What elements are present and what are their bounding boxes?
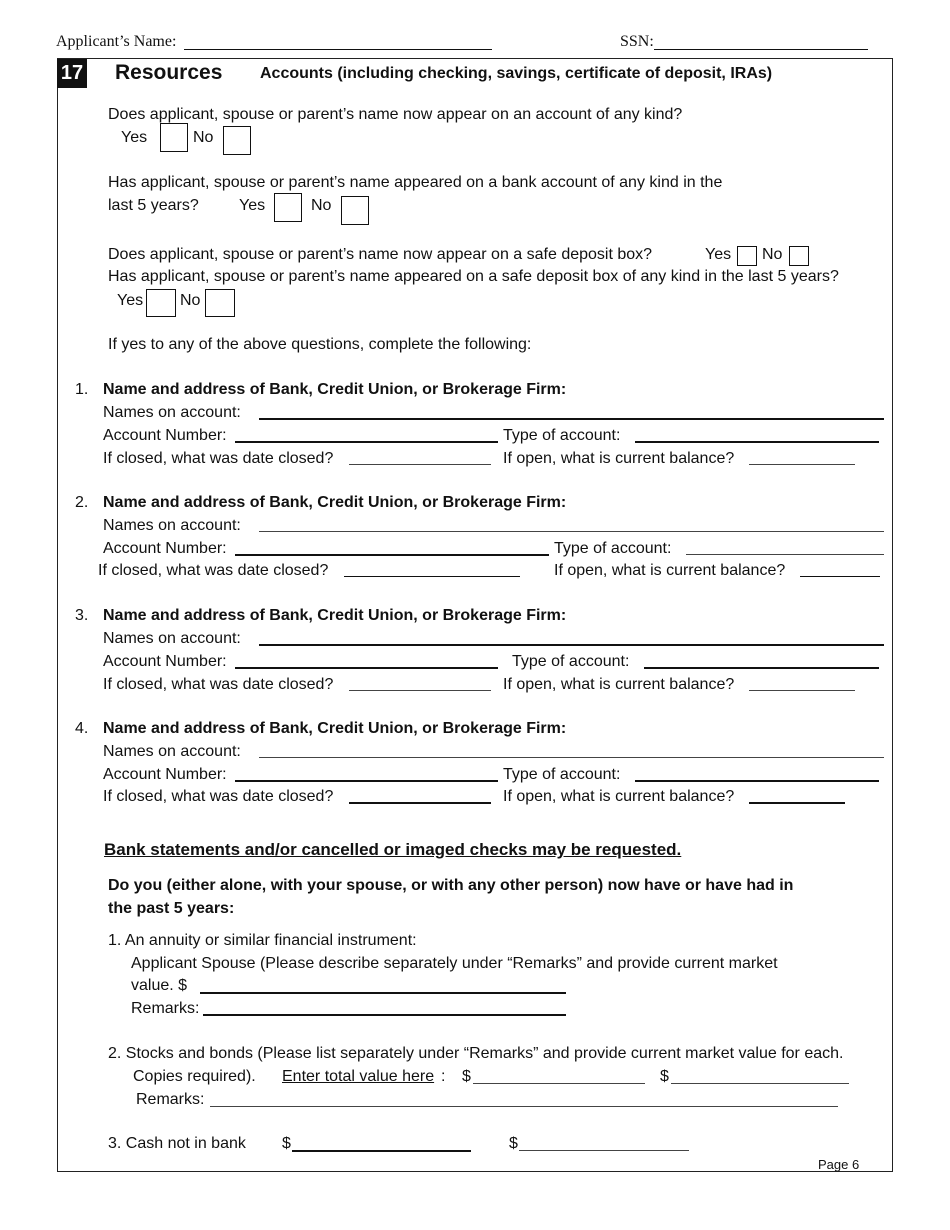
account-1-heading: Name and address of Bank, Credit Union, or Brokerage Firm: <box>103 381 567 398</box>
q2-no-checkbox[interactable] <box>341 196 369 225</box>
cash-value-spouse-field[interactable] <box>519 1150 689 1151</box>
page-number: Page 6 <box>818 1157 860 1172</box>
account-1-names-label: Names on account: <box>103 404 241 421</box>
q4-no-label: No <box>180 292 201 309</box>
cash-value-applicant-field[interactable] <box>292 1150 471 1152</box>
cash-not-in-bank-title: 3. Cash not in bank <box>108 1135 246 1152</box>
assets-intro-line2: the past 5 years: <box>108 900 235 917</box>
stocks-copies-label: Copies required). <box>133 1068 256 1085</box>
account-3-type-field[interactable] <box>644 667 879 669</box>
account-4-names-field[interactable] <box>259 757 884 758</box>
account-2-type-label: Type of account: <box>554 540 672 557</box>
account-4-balance-field[interactable] <box>749 802 845 804</box>
account-4-type-label: Type of account: <box>503 766 621 783</box>
q1-no-label: No <box>193 129 214 146</box>
account-3-number-field[interactable] <box>235 667 498 669</box>
question-safe-deposit-5years: Has applicant, spouse or parent’s name appeared on a safe deposit box of any kind in the last 5 years? <box>108 268 839 285</box>
account-1-number-field[interactable] <box>235 441 498 443</box>
account-2-closed-label: If closed, what was date closed? <box>98 562 329 579</box>
q3-yes-checkbox[interactable] <box>737 246 757 266</box>
annuity-value-label: value. $ <box>131 977 188 994</box>
q3-no-label: No <box>762 246 783 263</box>
stocks-enter-colon: : <box>441 1068 446 1085</box>
q3-no-checkbox[interactable] <box>789 246 809 266</box>
account-4-type-field[interactable] <box>635 780 879 782</box>
assets-intro-line1: Do you (either alone, with your spouse, or with any other person) now have or have had in <box>108 877 794 894</box>
instruction-text: If yes to any of the above questions, complete the following: <box>108 336 532 353</box>
account-4-number: 4. <box>75 720 89 737</box>
question-account-5years: Has applicant, spouse or parent’s name appeared on a bank account of any kind in the <box>108 174 723 191</box>
stocks-dollar-2: $ <box>660 1068 669 1085</box>
account-2-names-label: Names on account: <box>103 517 241 534</box>
account-1-names-field[interactable] <box>259 418 884 420</box>
account-2-closed-field[interactable] <box>344 576 520 577</box>
account-1-open-label: If open, what is current balance? <box>503 450 735 467</box>
applicant-name-label: Applicant’s Name: <box>56 33 177 50</box>
account-4-number-field[interactable] <box>235 780 498 782</box>
question-account-now: Does applicant, spouse or parent’s name now appear on an account of any kind? <box>108 106 683 123</box>
bank-statements-notice: Bank statements and/or cancelled or imaged checks may be requested. <box>104 840 682 859</box>
cash-dollar-1: $ <box>282 1135 291 1152</box>
account-2-number: 2. <box>75 494 89 511</box>
account-1-number-label: Account Number: <box>103 427 227 444</box>
annuity-value-field[interactable] <box>200 992 566 994</box>
ssn-label: SSN: <box>620 33 654 50</box>
stocks-value-applicant-field[interactable] <box>473 1083 645 1084</box>
annuity-remarks-label: Remarks: <box>131 1000 200 1017</box>
q2-yes-checkbox[interactable] <box>274 193 302 222</box>
account-4-closed-label: If closed, what was date closed? <box>103 788 334 805</box>
ssn-field[interactable] <box>654 49 868 50</box>
q2-no-label: No <box>311 197 332 214</box>
account-1-balance-field[interactable] <box>749 464 855 465</box>
account-4-closed-field[interactable] <box>349 802 491 804</box>
stocks-remarks-field[interactable] <box>210 1106 838 1107</box>
account-3-names-field[interactable] <box>259 644 884 646</box>
stocks-remarks-label: Remarks: <box>136 1091 205 1108</box>
annuity-title: 1. An annuity or similar financial instrument: <box>108 932 417 949</box>
account-4-heading: Name and address of Bank, Credit Union, or Brokerage Firm: <box>103 720 567 737</box>
account-1-type-field[interactable] <box>635 441 879 443</box>
account-1-type-label: Type of account: <box>503 427 621 444</box>
account-3-open-label: If open, what is current balance? <box>503 676 735 693</box>
section-subtitle: Accounts (including checking, savings, certificate of deposit, IRAs) <box>260 65 773 82</box>
stocks-value-spouse-field[interactable] <box>671 1083 849 1084</box>
account-3-names-label: Names on account: <box>103 630 241 647</box>
q1-yes-label: Yes <box>121 129 148 146</box>
cash-dollar-2: $ <box>509 1135 518 1152</box>
account-2-open-label: If open, what is current balance? <box>554 562 786 579</box>
q1-yes-checkbox[interactable] <box>160 123 188 152</box>
q3-yes-label: Yes <box>705 246 732 263</box>
q4-yes-label: Yes <box>117 292 144 309</box>
q1-no-checkbox[interactable] <box>223 126 251 155</box>
account-2-number-field[interactable] <box>235 554 549 556</box>
question-account-5years-cont: last 5 years? <box>108 197 199 214</box>
stocks-bonds-title: 2. Stocks and bonds (Please list separately under “Remarks” and provide current market value for each. <box>108 1045 844 1062</box>
account-2-type-field[interactable] <box>686 554 884 555</box>
annuity-remarks-field[interactable] <box>203 1014 566 1016</box>
section-title: Resources <box>115 61 223 84</box>
account-3-balance-field[interactable] <box>749 690 855 691</box>
account-1-closed-field[interactable] <box>349 464 491 465</box>
account-2-names-field[interactable] <box>259 531 884 532</box>
section-number: 17 <box>57 59 87 88</box>
annuity-description: Applicant Spouse (Please describe separately under “Remarks” and provide current market <box>131 955 778 972</box>
account-2-number-label: Account Number: <box>103 540 227 557</box>
account-4-names-label: Names on account: <box>103 743 241 760</box>
q2-yes-label: Yes <box>239 197 266 214</box>
account-3-heading: Name and address of Bank, Credit Union, or Brokerage Firm: <box>103 607 567 624</box>
account-2-balance-field[interactable] <box>800 576 880 577</box>
stocks-enter-total-label: Enter total value here <box>282 1068 435 1085</box>
account-3-closed-field[interactable] <box>349 690 491 691</box>
account-3-number-label: Account Number: <box>103 653 227 670</box>
q4-yes-checkbox[interactable] <box>146 289 176 317</box>
account-3-type-label: Type of account: <box>512 653 630 670</box>
account-1-closed-label: If closed, what was date closed? <box>103 450 334 467</box>
question-safe-deposit-now: Does applicant, spouse or parent’s name now appear on a safe deposit box? <box>108 246 653 263</box>
account-1-number: 1. <box>75 381 89 398</box>
account-3-number: 3. <box>75 607 89 624</box>
applicant-name-field[interactable] <box>184 49 492 50</box>
account-2-heading: Name and address of Bank, Credit Union, or Brokerage Firm: <box>103 494 567 511</box>
account-4-number-label: Account Number: <box>103 766 227 783</box>
q4-no-checkbox[interactable] <box>205 289 235 317</box>
stocks-dollar-1: $ <box>462 1068 471 1085</box>
account-3-closed-label: If closed, what was date closed? <box>103 676 334 693</box>
account-4-open-label: If open, what is current balance? <box>503 788 735 805</box>
